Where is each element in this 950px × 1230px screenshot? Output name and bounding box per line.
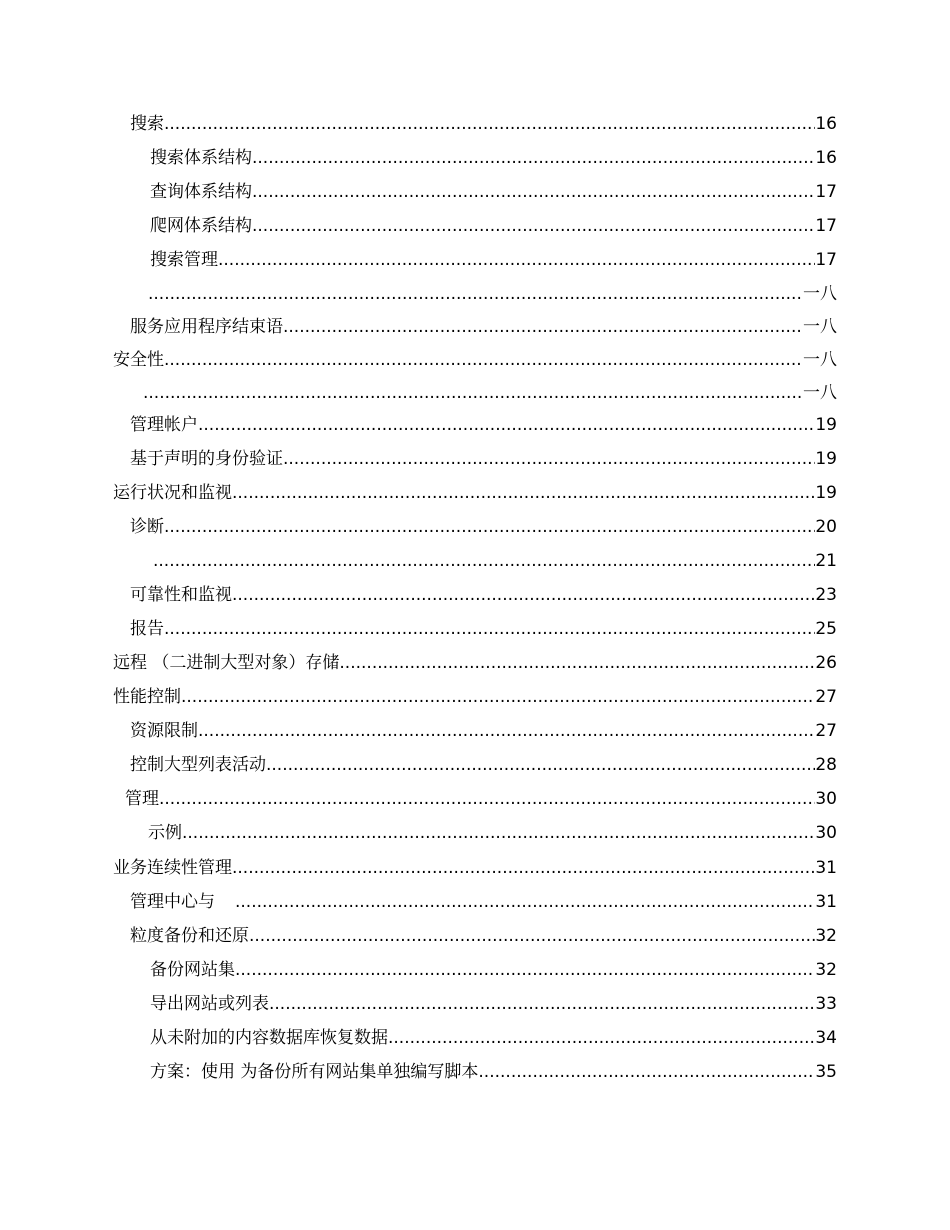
toc-entry-page: 19 <box>815 415 837 435</box>
toc-entry-page: 19 <box>815 483 837 503</box>
toc-entry[interactable] <box>130 919 837 953</box>
toc-leader <box>153 544 815 578</box>
toc-entry-title: 搜索体系结构 <box>150 148 252 168</box>
toc-entry[interactable] <box>130 578 837 612</box>
toc-leader <box>181 680 815 714</box>
toc-entry-page: 16 <box>815 148 837 168</box>
toc-leader <box>252 141 815 175</box>
toc-leader <box>159 782 815 816</box>
toc-entry[interactable] <box>130 510 837 544</box>
toc-entry-page: 27 <box>815 687 837 707</box>
toc-leader <box>283 442 815 476</box>
toc-entry-page: 31 <box>815 892 837 912</box>
toc-entry-page: 28 <box>815 755 837 775</box>
toc-entry-title: 导出网站或列表 <box>150 994 269 1014</box>
toc-leader <box>182 816 815 850</box>
toc-entry-page: 21 <box>815 551 837 571</box>
toc-leader <box>388 1021 815 1055</box>
toc-entry-title: 服务应用程序结束语 <box>130 317 283 337</box>
toc-entry[interactable] <box>113 343 837 377</box>
toc-leader <box>252 175 815 209</box>
toc-entry[interactable] <box>113 851 837 885</box>
toc-leader <box>148 277 803 311</box>
toc-entry-page: 25 <box>815 619 837 639</box>
toc-entry-title: 爬网体系结构 <box>150 216 252 236</box>
toc-entry-title: 管理中心与 <box>130 892 215 912</box>
toc-leader <box>235 885 815 919</box>
toc-entry-title: 备份网站集 <box>150 960 235 980</box>
toc-entry[interactable] <box>113 680 837 714</box>
toc-entry[interactable] <box>130 442 837 476</box>
toc-entry-title: 方案：使用 为备份所有网站集单独编写脚本 <box>150 1062 479 1082</box>
toc-entry[interactable] <box>125 782 837 816</box>
toc-entry-page: 30 <box>815 823 837 843</box>
toc-entry-title: 示例 <box>148 823 182 843</box>
toc-entry[interactable] <box>150 1055 837 1089</box>
toc-entry-page: 20 <box>815 517 837 537</box>
toc-leader <box>232 578 815 612</box>
toc-entry-title: 控制大型列表活动 <box>130 755 266 775</box>
toc-entry-title: 查询体系结构 <box>150 182 252 202</box>
toc-entry-title: 诊断 <box>130 517 164 537</box>
toc-entry-page: 26 <box>815 653 837 673</box>
toc-leader <box>232 476 815 510</box>
toc-leader <box>269 987 815 1021</box>
toc-entry[interactable] <box>150 1021 837 1055</box>
toc-entry-title: 运行状况和监视 <box>113 483 232 503</box>
toc-entry[interactable] <box>130 885 837 919</box>
toc-leader <box>164 612 815 646</box>
toc-entry-title: 基于声明的身份验证 <box>130 449 283 469</box>
toc-entry[interactable] <box>150 141 837 175</box>
toc-entry-title: 报告 <box>130 619 164 639</box>
toc-entry[interactable] <box>113 476 837 510</box>
toc-entry-title: 远程 （二进制大型对象）存储 <box>113 653 340 673</box>
toc-entry-title: 管理 <box>125 789 159 809</box>
toc-entry-title: 管理帐户 <box>130 415 198 435</box>
toc-leader <box>164 107 815 141</box>
toc-entry[interactable] <box>150 243 837 277</box>
toc-leader <box>164 343 803 377</box>
toc-entry-title: 性能控制 <box>113 687 181 707</box>
toc-leader <box>143 376 803 410</box>
toc-leader <box>478 1055 815 1089</box>
toc-entry-page: 一八 <box>803 284 837 304</box>
toc-entry-page: 23 <box>815 585 837 605</box>
toc-entry-page: 32 <box>815 926 837 946</box>
toc-entry-page: 17 <box>815 250 837 270</box>
toc-leader <box>218 243 815 277</box>
toc-entry-title: 资源限制 <box>130 721 198 741</box>
toc-entry[interactable] <box>143 376 837 410</box>
toc-entry-page: 一八 <box>803 383 837 403</box>
toc-entry[interactable] <box>130 408 837 442</box>
toc-entry-page: 17 <box>815 216 837 236</box>
toc-entry[interactable] <box>150 987 837 1021</box>
toc-entry[interactable] <box>130 107 837 141</box>
toc-leader <box>235 953 815 987</box>
toc-entry-page: 一八 <box>803 350 837 370</box>
toc-entry-title: 从未附加的内容数据库恢复数据 <box>150 1028 388 1048</box>
toc-entry-page: 31 <box>815 858 837 878</box>
toc-entry[interactable] <box>153 544 837 578</box>
toc-entry-page: 34 <box>815 1028 837 1048</box>
toc-entry[interactable] <box>130 748 837 782</box>
toc-entry[interactable] <box>130 612 837 646</box>
toc-entry[interactable] <box>113 646 837 680</box>
toc-entry-title: 粒度备份和还原 <box>130 926 249 946</box>
toc-entry[interactable] <box>150 209 837 243</box>
toc-entry-page: 17 <box>815 182 837 202</box>
toc-entry-title: 可靠性和监视 <box>130 585 232 605</box>
toc-leader <box>164 510 815 544</box>
toc-entry-page: 16 <box>815 114 837 134</box>
toc-leader <box>252 209 815 243</box>
toc-entry-title: 搜索 <box>130 114 164 134</box>
toc-entry[interactable] <box>148 816 837 850</box>
toc-leader <box>283 310 803 344</box>
toc-leader <box>198 714 815 748</box>
toc-entry[interactable] <box>150 175 837 209</box>
toc-entry-page: 27 <box>815 721 837 741</box>
toc-entry-page: 33 <box>815 994 837 1014</box>
toc-entry[interactable] <box>150 953 837 987</box>
toc-entry-title: 安全性 <box>113 350 164 370</box>
toc-entry-title: 业务连续性管理 <box>113 858 232 878</box>
toc-entry-page: 32 <box>815 960 837 980</box>
toc-leader <box>249 919 815 953</box>
toc-entry[interactable] <box>130 714 837 748</box>
toc-leader <box>339 646 815 680</box>
toc-entry[interactable] <box>130 310 837 344</box>
toc-entry-page: 30 <box>815 789 837 809</box>
toc-entry-page: 35 <box>815 1062 837 1082</box>
toc-leader <box>266 748 815 782</box>
toc-entry-title: 搜索管理 <box>150 250 218 270</box>
toc-entry-page: 19 <box>815 449 837 469</box>
toc-leader <box>232 851 815 885</box>
toc-entry-page: 一八 <box>803 317 837 337</box>
toc-entry[interactable] <box>148 277 837 311</box>
toc-leader <box>198 408 815 442</box>
